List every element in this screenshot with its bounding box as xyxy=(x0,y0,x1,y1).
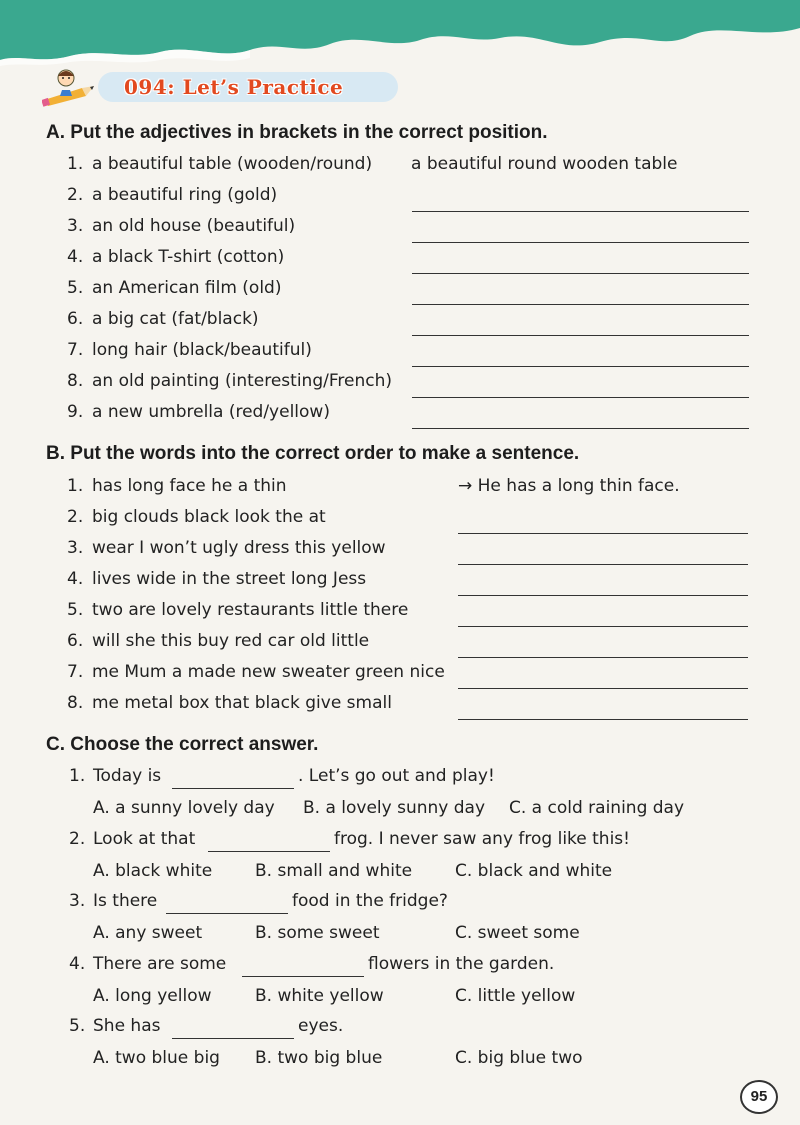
exercise-c-question xyxy=(0,1016,800,1044)
question-before: Is there xyxy=(93,891,158,911)
answer-option[interactable]: B. white yellow xyxy=(255,986,384,1006)
exercise-b-item xyxy=(0,631,800,659)
exercise-a-item xyxy=(0,278,800,306)
exercise-b-item xyxy=(0,600,800,628)
exercise-c-question xyxy=(0,954,800,982)
item-number: 7. xyxy=(67,662,84,682)
item-number: 3. xyxy=(67,538,84,558)
item-number: 5. xyxy=(69,1016,86,1036)
answer-line[interactable] xyxy=(412,242,749,243)
item-number: 2. xyxy=(69,829,86,849)
page-number: 95 xyxy=(740,1080,778,1114)
item-prompt: long hair (black/beautiful) xyxy=(92,340,312,360)
answer-blank[interactable] xyxy=(172,788,294,789)
exercise-b-item xyxy=(0,538,800,566)
section-c-heading: C. Choose the correct answer. xyxy=(46,734,319,755)
answer-option[interactable]: C. sweet some xyxy=(455,923,580,943)
item-number: 2. xyxy=(67,185,84,205)
section-b-heading: B. Put the words into the correct order to make a sentence. xyxy=(46,443,580,464)
exercise-a-item xyxy=(0,340,800,368)
item-number: 5. xyxy=(67,278,84,298)
exercise-a-item xyxy=(0,216,800,244)
answer-line[interactable] xyxy=(412,335,749,336)
answer-line[interactable] xyxy=(458,564,748,565)
answer-line[interactable] xyxy=(458,657,748,658)
answer-blank[interactable] xyxy=(242,976,364,977)
item-prompt: an old painting (interesting/French) xyxy=(92,371,392,391)
item-number: 5. xyxy=(67,600,84,620)
exercise-c-options xyxy=(0,923,800,951)
item-number: 6. xyxy=(67,631,84,651)
answer-option[interactable]: A. a sunny lovely day xyxy=(93,798,275,818)
exercise-c-options xyxy=(0,798,800,826)
pencil-kid-icon xyxy=(42,66,100,108)
exercise-b-item xyxy=(0,693,800,721)
item-number: 1. xyxy=(69,766,86,786)
item-words: wear I won’t ugly dress this yellow xyxy=(92,538,386,558)
answer-line[interactable] xyxy=(412,211,749,212)
section-a-heading: A. Put the adjectives in brackets in the correct position. xyxy=(46,122,548,143)
item-number: 4. xyxy=(67,247,84,267)
item-number: 4. xyxy=(67,569,84,589)
answer-option[interactable]: B. a lovely sunny day xyxy=(303,798,486,818)
answer-line[interactable] xyxy=(458,626,748,627)
answer-option[interactable]: B. small and white xyxy=(255,861,413,881)
item-prompt: a black T-shirt (cotton) xyxy=(92,247,285,267)
question-before: There are some xyxy=(93,954,227,974)
answer-line[interactable] xyxy=(412,273,749,274)
answer-option[interactable]: A. any sweet xyxy=(93,923,203,943)
item-prompt: a beautiful ring (gold) xyxy=(92,185,278,205)
item-number: 8. xyxy=(67,371,84,391)
item-number: 8. xyxy=(67,693,84,713)
item-number: 9. xyxy=(67,402,84,422)
answer-option[interactable]: A. two blue big xyxy=(93,1048,220,1068)
exercise-b-item xyxy=(0,476,800,504)
item-words: me metal box that black give small xyxy=(92,693,392,713)
exercise-b-item xyxy=(0,662,800,690)
item-words: two are lovely restaurants little there xyxy=(92,600,409,620)
item-number: 1. xyxy=(67,476,84,496)
question-after: . Let’s go out and play! xyxy=(298,766,495,786)
item-words: me Mum a made new sweater green nice xyxy=(92,662,445,682)
exercise-c-question xyxy=(0,829,800,857)
item-words: will she this buy red car old little xyxy=(92,631,370,651)
exercise-a-item xyxy=(0,371,800,399)
answer-option[interactable]: B. some sweet xyxy=(255,923,380,943)
question-before: Look at that xyxy=(93,829,196,849)
exercise-c-question xyxy=(0,891,800,919)
answer-option[interactable]: A. black white xyxy=(93,861,213,881)
question-before: She has xyxy=(93,1016,161,1036)
item-prompt: an old house (beautiful) xyxy=(92,216,296,236)
exercise-c-question xyxy=(0,766,800,794)
answer-option[interactable]: C. black and white xyxy=(455,861,613,881)
section-title-banner xyxy=(42,66,402,108)
item-prompt: a new umbrella (red/yellow) xyxy=(92,402,330,422)
answer-line[interactable] xyxy=(458,533,748,534)
answer-blank[interactable] xyxy=(208,851,330,852)
item-prompt: an American film (old) xyxy=(92,278,282,298)
exercise-a-item xyxy=(0,402,800,430)
exercise-b-item xyxy=(0,569,800,597)
item-prompt: a beautiful table (wooden/round) xyxy=(92,154,373,174)
exercise-a-item xyxy=(0,247,800,275)
answer-line[interactable] xyxy=(458,595,748,596)
item-number: 7. xyxy=(67,340,84,360)
answer-option[interactable]: A. long yellow xyxy=(93,986,212,1006)
exercise-c-options xyxy=(0,1048,800,1076)
item-words: lives wide in the street long Jess xyxy=(92,569,367,589)
exercise-a-item xyxy=(0,309,800,337)
question-after: eyes. xyxy=(298,1016,344,1036)
answer-line[interactable] xyxy=(412,397,749,398)
item-answer: a beautiful round wooden table xyxy=(411,154,678,174)
item-number: 6. xyxy=(67,309,84,329)
question-after: frog. I never saw any frog like this! xyxy=(334,829,630,849)
item-number: 4. xyxy=(69,954,86,974)
exercise-a-item xyxy=(0,185,800,213)
answer-blank[interactable] xyxy=(166,913,288,914)
item-number: 3. xyxy=(67,216,84,236)
item-words: has long face he a thin xyxy=(92,476,287,496)
exercise-a-item xyxy=(0,154,800,182)
answer-option[interactable]: C. little yellow xyxy=(455,986,576,1006)
item-words: big clouds black look the at xyxy=(92,507,326,527)
item-number: 1. xyxy=(67,154,84,174)
question-before: Today is xyxy=(93,766,162,786)
answer-option[interactable]: C. a cold raining day xyxy=(509,798,685,818)
item-number: 3. xyxy=(69,891,86,911)
item-prompt: a big cat (fat/black) xyxy=(92,309,259,329)
answer-line[interactable] xyxy=(412,366,749,367)
answer-line[interactable] xyxy=(412,304,749,305)
exercise-c-options xyxy=(0,861,800,889)
question-after: flowers in the garden. xyxy=(368,954,555,974)
page-title: 094: Let’s Practice xyxy=(124,75,344,99)
item-number: 2. xyxy=(67,507,84,527)
answer-option[interactable]: B. two big blue xyxy=(255,1048,383,1068)
question-after: food in the fridge? xyxy=(292,891,448,911)
answer-line[interactable] xyxy=(458,719,748,720)
item-answer: → He has a long thin face. xyxy=(458,476,680,496)
answer-option[interactable]: C. big blue two xyxy=(455,1048,583,1068)
answer-line[interactable] xyxy=(412,428,749,429)
answer-line[interactable] xyxy=(458,688,748,689)
answer-blank[interactable] xyxy=(172,1038,294,1039)
exercise-c-options xyxy=(0,986,800,1014)
exercise-b-item xyxy=(0,507,800,535)
